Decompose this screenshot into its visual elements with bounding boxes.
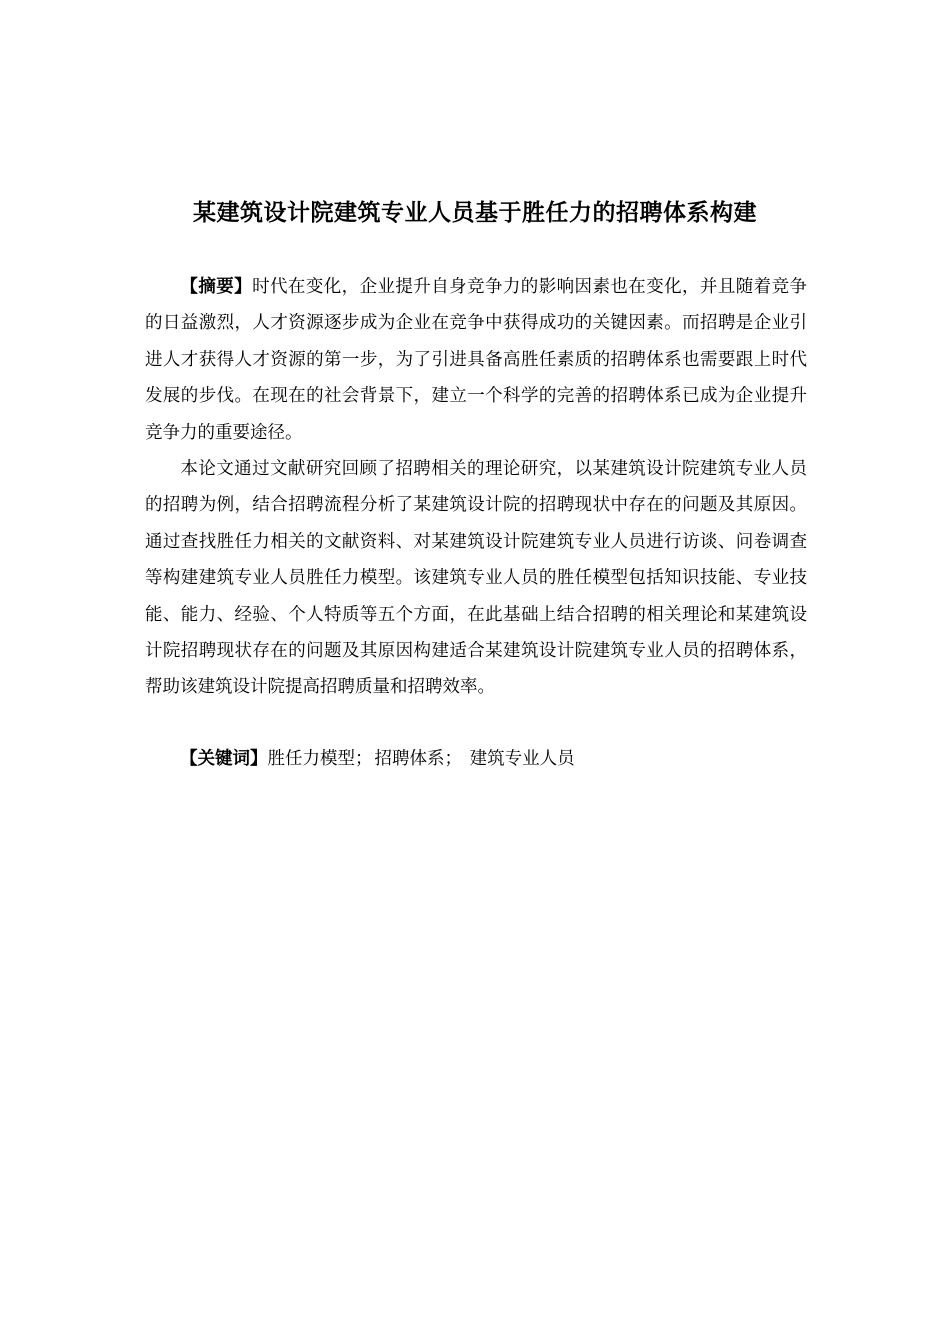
keywords-line: [145, 741, 807, 777]
abstract-paragraph: [145, 269, 807, 451]
keyword-separator: ；: [444, 749, 468, 769]
keyword-item: 招聘体系: [374, 749, 445, 769]
keyword-item: 建筑专业人员: [469, 749, 575, 769]
abstract-text: 时代在变化，企业提升自身竞争力的影响因素也在变化，并且随着竞争的日益激烈，人才资源逐步成为企业在竞争中获得成功的关键因素。而招聘是企业引进人才获得人才资源的第一步，为了引进具备高胜任素质的招聘体系也需要跟上时代发展的步伐。在现在的社会背景下，建立一个科学的完善的招聘体系已成为企业提升竞争力的重要途径。: [145, 277, 808, 443]
body-paragraph-text: 本论文通过文献研究回顾了招聘相关的理论研究，以某建筑设计院建筑专业人员的招聘为例，结合招聘流程分析了某建筑设计院的招聘现状中存在的问题及其原因。通过查找胜任力相关的文献资料、对某建筑设计院建筑专业人员进行访谈、问卷调查等构建建筑专业人员胜任力模型。该建筑专业人员的胜任模型包括知识技能、专业技能、能力、经验、个人特质等五个方面，在此基础上结合招聘的相关理论和某建筑设计院招聘现状存在的问题及其原因构建适合某建筑设计院建筑专业人员的招聘体系，帮助该建筑设计院提高招聘质量和招聘效率。: [145, 459, 807, 698]
keywords-label: 【关键词】: [180, 749, 268, 769]
body-paragraph: [145, 451, 807, 706]
keyword-item: 胜任力模型: [267, 749, 355, 769]
abstract-label: 【摘要】: [180, 277, 253, 297]
document-title: 某建筑设计院建筑专业人员基于胜任力的招聘体系构建: [193, 200, 757, 226]
keyword-separator: ；: [355, 749, 373, 769]
